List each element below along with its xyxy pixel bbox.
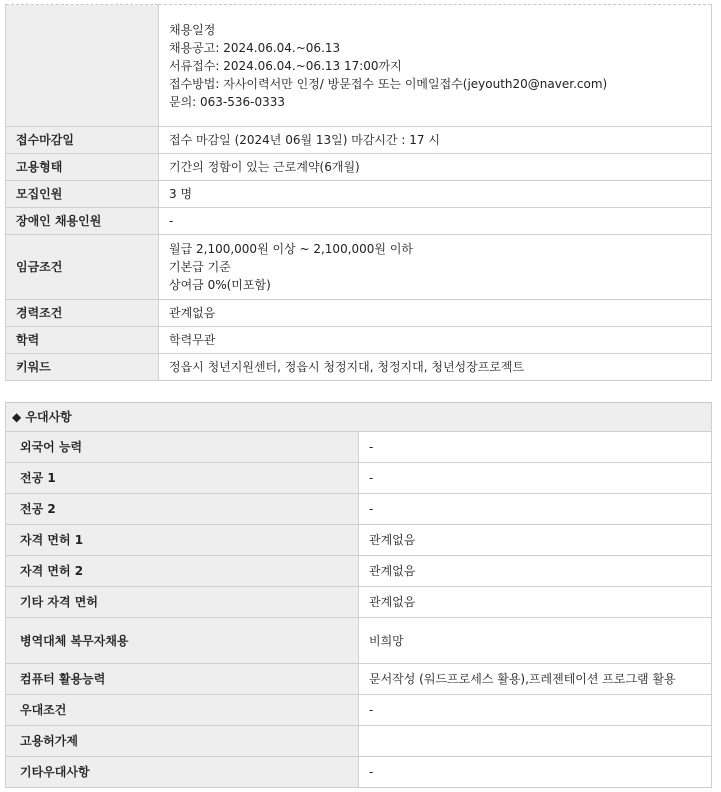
table-row: [6, 494, 712, 525]
table-row: [6, 587, 712, 618]
row-label: 기타 자격 면허: [6, 587, 359, 618]
row-value: 학력무관: [159, 327, 712, 354]
section-header: [6, 403, 712, 432]
row-label: 우대조건: [6, 695, 359, 726]
row-value: 정읍시 청년지원센터, 정읍시 청정지대, 청정지대, 청년성장프로젝트: [159, 354, 712, 381]
row-label: 외국어 능력: [6, 432, 359, 463]
row-label: 고용허가제: [6, 726, 359, 757]
wage-line: 기본급 기준: [169, 260, 231, 274]
table-row: [6, 664, 712, 695]
preference-table: [5, 402, 712, 788]
row-value: -: [359, 757, 712, 788]
table-row: [6, 127, 712, 154]
table-row: [6, 757, 712, 788]
row-value: 문서작성 (워드프로세스 활용),프레젠테이션 프로그램 활용: [359, 664, 712, 695]
schedule-line: 채용공고: 2024.06.04.~06.13: [169, 40, 341, 55]
row-value: 관계없음: [359, 587, 712, 618]
table-row: [6, 618, 712, 664]
row-label: 장애인 채용인원: [6, 208, 159, 235]
row-value: 접수 마감일 (2024년 06월 13일) 마감시간 : 17 시: [159, 127, 712, 154]
row-label: 접수마감일: [6, 127, 159, 154]
row-label: 경력조건: [6, 300, 159, 327]
row-value: 기간의 정함이 있는 근로계약(6개월): [159, 154, 712, 181]
row-value: [359, 726, 712, 757]
row-value: 관계없음: [359, 556, 712, 587]
row-label: 전공 1: [6, 463, 359, 494]
row-label: 자격 면허 2: [6, 556, 359, 587]
row-value: 3 명: [159, 181, 712, 208]
row-value: -: [359, 432, 712, 463]
schedule-cell: [159, 5, 712, 127]
row-value: 관계없음: [359, 525, 712, 556]
table-row: [6, 300, 712, 327]
table-row: [6, 525, 712, 556]
table-row: [6, 208, 712, 235]
table-row: [6, 556, 712, 587]
table-row: [6, 154, 712, 181]
row-label: 키워드: [6, 354, 159, 381]
schedule-line: 접수방법: 자사이력서만 인정/ 방문접수 또는 이메일접수(jeyouth20@naver.com): [169, 76, 608, 91]
table-row: [6, 181, 712, 208]
schedule-line: 문의: 063-536-0333: [169, 94, 286, 109]
schedule-label-cell: [6, 5, 159, 127]
row-value: -: [359, 494, 712, 525]
wage-line: 상여금 0%(미포함): [169, 278, 271, 292]
row-value: 비희망: [359, 618, 712, 664]
row-label: 병역대체 복무자채용: [6, 618, 359, 664]
schedule-line: 채용일정: [169, 22, 216, 37]
row-label: 자격 면허 1: [6, 525, 359, 556]
table-row: [6, 432, 712, 463]
row-label: 고용형태: [6, 154, 159, 181]
row-label: 기타우대사항: [6, 757, 359, 788]
row-value: -: [359, 463, 712, 494]
row-label: 학력: [6, 327, 159, 354]
schedule-row: [6, 5, 712, 127]
table-row: [6, 463, 712, 494]
row-label: 모집인원: [6, 181, 159, 208]
table-row: [6, 726, 712, 757]
job-info-table: [5, 4, 712, 381]
table-row: [6, 354, 712, 381]
table-row: [6, 327, 712, 354]
section-title: ◆ 우대사항: [6, 403, 712, 432]
row-label: 임금조건: [6, 235, 159, 300]
table-row: [6, 695, 712, 726]
row-value: -: [159, 208, 712, 235]
wage-cell: [159, 235, 712, 300]
wage-row: [6, 235, 712, 300]
row-value: 관계없음: [159, 300, 712, 327]
row-value: -: [359, 695, 712, 726]
row-label: 전공 2: [6, 494, 359, 525]
row-label: 컴퓨터 활용능력: [6, 664, 359, 695]
wage-line: 월급 2,100,000원 이상 ~ 2,100,000원 이하: [169, 242, 414, 256]
schedule-line: 서류접수: 2024.06.04.~06.13 17:00까지: [169, 58, 402, 73]
